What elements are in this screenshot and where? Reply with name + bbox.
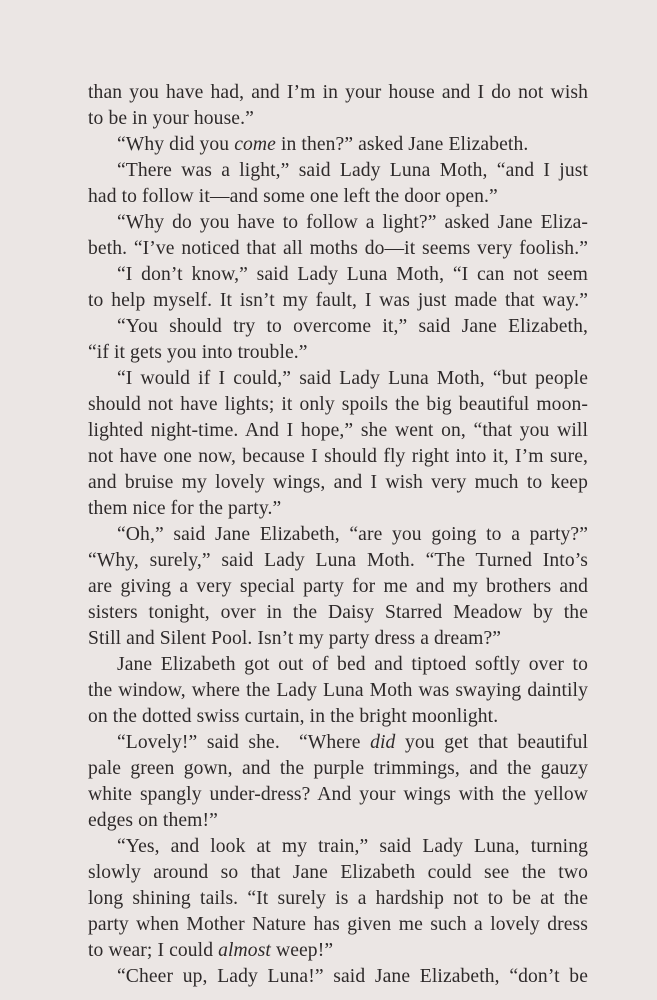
text-line: not have one now, because I should fly right into it, I’m sure, [88, 446, 588, 467]
text-line: had to follow it—and some one left the door open.” [88, 186, 498, 207]
italic-word: come [234, 134, 276, 155]
text-line [88, 730, 588, 756]
text-line: white spangly under-dress? And your wings with the yellow [88, 784, 588, 805]
text-line: “Why, surely,” said Lady Luna Moth. “The Turned Into’s [88, 550, 588, 571]
italic-word: did [370, 732, 396, 753]
text-line: to be in your house.” [88, 108, 254, 129]
text-line: the window, where the Lady Luna Moth was swaying daintily [88, 680, 588, 701]
text-line: “Oh,” said Jane Elizabeth, “are you going to a party?” [117, 524, 588, 545]
text-line: edges on them!” [88, 810, 218, 831]
text-line: Still and Silent Pool. Isn’t my party dress a dream?” [88, 628, 502, 649]
text-line: “You should try to overcome it,” said Jane Elizabeth, [117, 316, 588, 337]
text-line: to help myself. It isn’t my fault, I was just made that way.” [88, 290, 588, 311]
text-line: “I would if I could,” said Lady Luna Moth, “but people [117, 368, 588, 389]
text-line: “I don’t know,” said Lady Luna Moth, “I can not seem [117, 264, 588, 285]
text-line: them nice for the party.” [88, 498, 282, 519]
text-run: “Why did you [117, 134, 235, 155]
text-run: to wear; I could [88, 940, 219, 961]
italic-word: almost [218, 940, 271, 961]
text-line: should not have lights; it only spoils the big beautiful moon- [88, 394, 588, 415]
text-line: beth. “I’ve noticed that all moths do—it seems very foolish.” [88, 238, 588, 259]
text-line: Jane Elizabeth got out of bed and tiptoed softly over to [117, 654, 588, 675]
text-line: slowly around so that Jane Elizabeth could see the two [88, 862, 588, 883]
text-line: “There was a light,” said Lady Luna Moth, “and I just [117, 160, 588, 181]
text-line: than you have had, and I’m in your house and I do not wish [88, 82, 588, 103]
text-line: “Cheer up, Lady Luna!” said Jane Elizabeth, “don’t be [117, 966, 588, 987]
text-line: long shining tails. “It surely is a hardship not to be at the [88, 888, 588, 909]
text-line [88, 938, 588, 964]
text-line: “Yes, and look at my train,” said Lady Luna, turning [117, 836, 588, 857]
text-run: you get that beautiful [395, 732, 588, 753]
text-line: sisters tonight, over in the Daisy Starred Meadow by the [88, 602, 588, 623]
text-line: lighted night-time. And I hope,” she went on, “that you will [88, 420, 588, 441]
text-line [88, 132, 588, 158]
text-run: “Lovely!” said she. “Where [117, 732, 371, 753]
text-line: pale green gown, and the purple trimmings, and the gauzy [88, 758, 588, 779]
text-line: “Why do you have to follow a light?” asked Jane Eliza- [117, 212, 588, 233]
text-line: on the dotted swiss curtain, in the bright moonlight. [88, 706, 499, 727]
text-line: “if it gets you into trouble.” [88, 342, 308, 363]
text-run: in then?” asked Jane Elizabeth. [275, 134, 529, 155]
text-line: and bruise my lovely wings, and I wish very much to keep [88, 472, 588, 493]
text-line: party when Mother Nature has given me such a lovely dress [88, 914, 588, 935]
text-line: are giving a very special party for me and my brothers and [88, 576, 588, 597]
text-run: weep!” [270, 940, 334, 961]
